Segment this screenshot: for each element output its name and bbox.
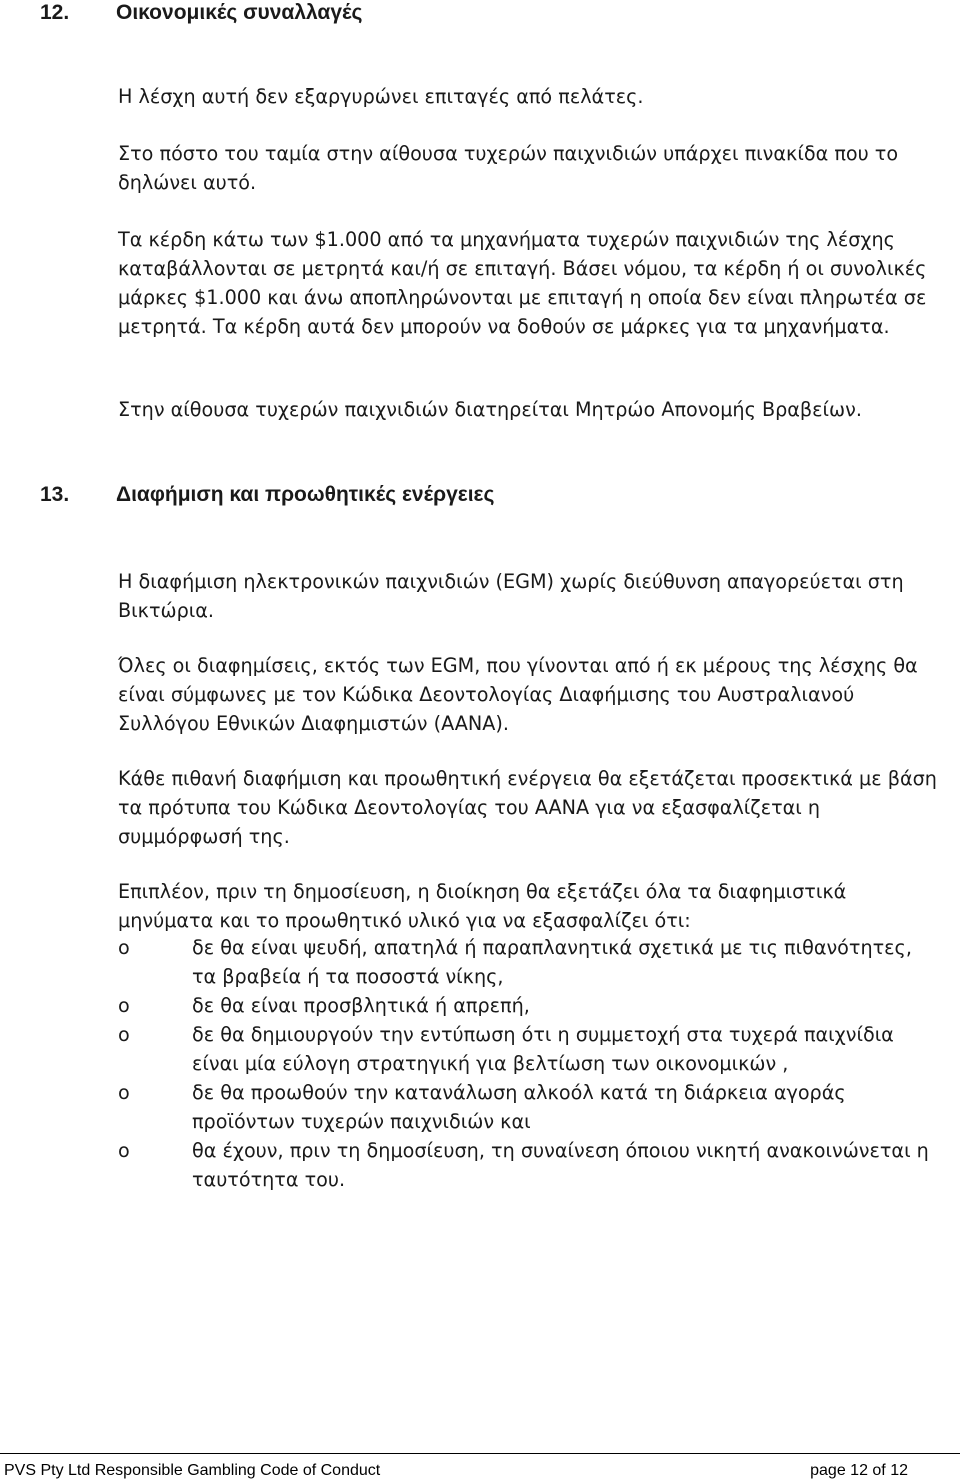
footer-page-number: page 12 of 12 (810, 1462, 908, 1479)
footer-document-title: PVS Pty Ltd Responsible Gambling Code of Conduct (4, 1462, 381, 1479)
bullet-marker: o (118, 1081, 130, 1104)
section-12-paragraph-1: Η λέσχη αυτή δεν εξαργυρώνει επιταγές από πελάτες. (118, 85, 644, 108)
footer-divider (0, 1453, 960, 1454)
criteria-list (118, 933, 938, 1194)
section-13-paragraph-3: Κάθε πιθανή διαφήμιση και προωθητική ενέργεια θα εξετάζεται προσεκτικά με βάση τα πρότυπα του Κώδικα Δεοντολογίας του AANA για να εξασφαλίζεται η συμμόρφωσή της. (118, 767, 937, 848)
bullet-marker: o (118, 994, 130, 1017)
bullet-marker: o (118, 1023, 130, 1046)
section-12-heading (40, 0, 362, 26)
section-13-paragraph-2: Όλες οι διαφημίσεις, εκτός των EGM, που γίνονται από ή εκ μέρους της λέσχης θα είναι σύμφωνες με τον Κώδικα Δεοντολογίας Διαφήμισης του Αυστραλιανού Συλλόγου Εθνικών Διαφημιστών (AANA). (118, 654, 918, 735)
bullet-marker: o (118, 1139, 130, 1162)
list-item (118, 991, 938, 1020)
section-12-paragraph-3: Τα κέρδη κάτω των $1.000 από τα μηχανήματα τυχερών παιχνιδιών της λέσχης καταβάλλονται σε μετρητά και/ή σε επιταγή. Βάσει νόμου, τα κέρδη ή οι συνολικές μάρκες $1.000 και άνω αποπληρώνονται με επιταγή η οποία δεν είναι πληρωτέα σε μετρητά. Τα κέρδη αυτά δεν μπορούν να δοθούν σε μάρκες για τα μηχανήματα. (118, 228, 927, 338)
section-12-paragraph-4: Στην αίθουσα τυχερών παιχνιδιών διατηρείται Μητρώο Απονομής Βραβείων. (118, 398, 862, 421)
section-13-number: 13. (40, 483, 70, 506)
list-item-text: δε θα δημιουργούν την εντύπωση ότι η συμμετοχή στα τυχερά παιχνίδια είναι μία εύλογη στρατηγική για βελτίωση των οικονομικών , (192, 1023, 894, 1075)
section-13-heading (40, 482, 494, 508)
section-13-title: Διαφήμιση και προωθητικές ενέργειες (116, 483, 495, 506)
list-item (118, 1020, 938, 1078)
list-item (118, 1136, 938, 1194)
section-13-paragraph-1: Η διαφήμιση ηλεκτρονικών παιχνιδιών (EGM) χωρίς διεύθυνση απαγορεύεται στη Βικτώρια. (118, 570, 904, 622)
list-item-text: θα έχουν, πριν τη δημοσίευση, τη συναίνεση όποιου νικητή ανακοινώνεται η ταυτότητα του. (192, 1139, 929, 1191)
section-12-number: 12. (40, 1, 70, 24)
section-12-title: Οικονομικές συναλλαγές (116, 1, 363, 24)
list-item-text: δε θα προωθούν την κατανάλωση αλκοόλ κατά τη διάρκεια αγοράς προϊόντων τυχερών παιχνιδιών και (192, 1081, 846, 1133)
list-item-text: δε θα είναι προσβλητικά ή απρεπή, (192, 994, 530, 1017)
list-item (118, 933, 938, 991)
section-13-paragraph-4: Επιπλέον, πριν τη δημοσίευση, η διοίκηση θα εξετάζει όλα τα διαφημιστικά μηνύματα και το προωθητικό υλικό για να εξασφαλίζει ότι: (118, 880, 847, 932)
section-12-paragraph-2: Στο πόστο του ταμία στην αίθουσα τυχερών παιχνιδιών υπάρχει πινακίδα που το δηλώνει αυτό. (118, 142, 899, 194)
list-item-text: δε θα είναι ψευδή, απατηλά ή παραπλανητικά σχετικά με τις πιθανότητες, τα βραβεία ή τα ποσοστά νίκης, (192, 936, 912, 988)
list-item (118, 1078, 938, 1136)
bullet-marker: o (118, 936, 130, 959)
